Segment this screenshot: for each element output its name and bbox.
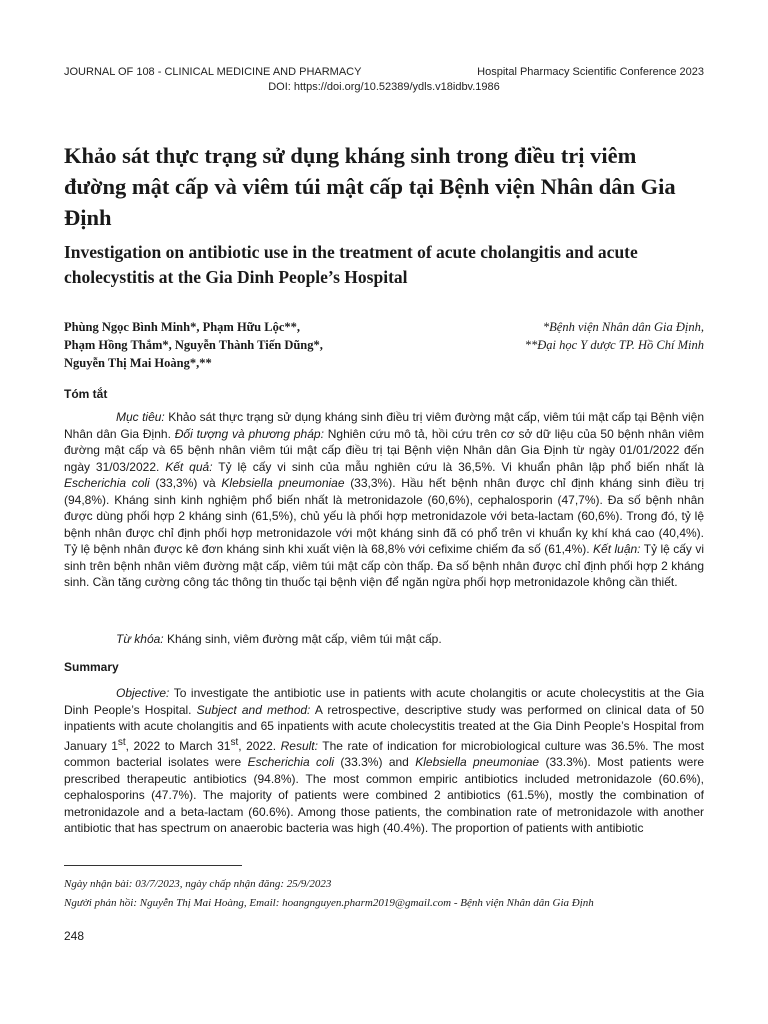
organism-name: Klebsiella pneumoniae — [415, 755, 540, 769]
objective-label: Objective: — [116, 686, 170, 700]
conclusion-text: Tỷ lệ cấy vi sinh trên bệnh nhân viêm đường mật cấp, viêm túi mật cấp còn thấp. Đa số bệnh nhân được chỉ định phối hợp 2 kháng sinh. Cần tăng cường công tác thông tin thuốc tại bệnh viện để ngăn ngừa phối hợp metronidazole không cần thiết. — [64, 542, 705, 589]
keywords-text: Kháng sinh, viêm đường mật cấp, viêm túi mật cấp. — [166, 632, 442, 646]
summary-body-english — [64, 685, 704, 837]
result-text: (33,3%). Hầu hết bệnh nhân được chỉ định kháng sinh điều trị (94,8%). Kháng sinh kinh nghiệm phổ biến nhất là metronidazole (60,6%), cephalosporin (47,7%). Đa số bệnh nhân được dùng phối hợp 2 kháng sinh (61,5%), chủ yếu là phối hợp metronidazole với beta-lactam (60,6%). Trong đó, tỷ lệ bệnh nhân được chỉ định phối hợp metronidazole với một kháng sinh đã có phổ trên vi khuẩn kỵ khí khá cao (40,4%). Tỷ lệ bệnh nhân được kê đơn kháng sinh khi xuất viện là 68,8% với cefixime chiếm đa số (61,4%). — [64, 476, 704, 556]
conference-name: Hospital Pharmacy Scientific Conference 2023 — [477, 66, 704, 78]
summary-heading-english: Summary — [64, 660, 119, 674]
method-label: Đối tượng và phương pháp: — [174, 426, 324, 441]
author-list — [64, 318, 404, 372]
doi-link[interactable]: DOI: https://doi.org/10.52389/ydls.v18idbv.1986 — [268, 81, 500, 93]
objective-text: To investigate the antibiotic use in patients with acute cholangitis or acute cholecystitis at the Gia Dinh People’s Hospital. — [64, 686, 704, 717]
article-title-english: Investigation on antibiotic use in the treatment of acute cholangitis and acute cholecystitis at the Gia Dinh People’s Hospital — [64, 242, 638, 287]
keywords-label: Từ khóa: — [116, 632, 164, 646]
result-text: (33,3%) và — [155, 476, 216, 490]
article-title-vietnamese: Khảo sát thực trạng sử dụng kháng sinh trong điều trị viêm đường mật cấp và viêm túi mật cấp tại Bệnh viện Nhân dân Gia Định — [64, 143, 676, 230]
footnote-dates: Ngày nhận bài: 03/7/2023, ngày chấp nhận đăng: 25/9/2023 — [64, 878, 332, 890]
result-text: The rate of indication for microbiological culture was 36.5%. The most common bacterial isolates were — [64, 738, 704, 769]
method-label: Subject and method: — [196, 702, 311, 717]
method-text: , 2022. — [238, 738, 277, 753]
ordinal-suffix: st — [230, 736, 239, 748]
footnote-divider — [64, 865, 242, 866]
result-label: Kết quả: — [165, 459, 213, 474]
organism-name: Klebsiella pneumoniae — [221, 476, 345, 490]
result-text: Tỷ lệ cấy vi sinh của mẫu nghiên cứu là 36,5%. Vi khuẩn phân lập phổ biến nhất là — [218, 459, 705, 474]
author-line: Nguyễn Thị Mai Hoàng*,** — [64, 356, 212, 370]
conclusion-label: Kết luận: — [593, 542, 641, 556]
keywords-vietnamese — [64, 631, 704, 648]
ordinal-suffix: st — [117, 736, 126, 748]
abstract-body-vietnamese — [64, 409, 704, 591]
result-label: Result: — [280, 738, 318, 753]
journal-name: JOURNAL OF 108 - CLINICAL MEDICINE AND PHARMACY — [64, 66, 362, 78]
author-line: Phạm Hồng Thắm*, Nguyễn Thành Tiến Dũng*, — [64, 338, 323, 352]
organism-name: Escherichia coli — [247, 755, 335, 769]
method-text: A retrospective, descriptive study was performed on clinical data of 50 inpatients with acute cholangitis and 65 inpatients with acute cholecystitis treated at the Gia Dinh People’s Hospital from January 1 — [64, 702, 704, 753]
method-text: Nghiên cứu mô tả, hồi cứu trên cơ sở dữ liệu của 50 bệnh nhân viêm đường mật cấp và 65 bệnh nhân viêm túi mật cấp điều trị tại Bệnh viện Nhân dân Gia Định từ ngày 01/01/2022 đến ngày 31/03/2022. — [64, 426, 704, 474]
objective-label: Mục tiêu: — [116, 410, 165, 424]
affiliation-line: *Bệnh viện Nhân dân Gia Định, — [542, 320, 704, 334]
author-line: Phùng Ngọc Bình Minh*, Phạm Hữu Lộc**, — [64, 320, 301, 334]
running-header — [64, 66, 704, 93]
objective-text: Khảo sát thực trạng sử dụng kháng sinh điều trị viêm đường mật cấp, viêm túi mật cấp tại Bệnh viện Nhân dân Gia Định. — [64, 410, 704, 441]
abstract-heading-vietnamese: Tóm tắt — [64, 387, 108, 401]
page-number: 248 — [64, 929, 85, 943]
method-text: , 2022 to March 31 — [125, 738, 231, 753]
affiliation-list — [404, 318, 704, 354]
organism-name: Escherichia coli — [64, 476, 150, 490]
result-text: (33.3%). Most patients were prescribed therapeutic antibiotics (94.8%). The most common empiric antibiotics included metronidazole (60.6%), cephalosporins (47.7%). The majority of patients were combined 2 antibiotics (61.5%), mostly the combination of metronidazole and a beta-lactam (60.6%). Among those patients, the combination rate of metronidazole with another antibiotic that has spectrum on anaerobic bacteria was high (40.4%). The proportion of patients with antibiotic — [64, 755, 704, 835]
affiliation-line: **Đại học Y dược TP. Hồ Chí Minh — [524, 338, 704, 352]
result-text: (33.3%) and — [340, 755, 409, 769]
footnote-reviewer: Người phản hồi: Nguyễn Thị Mai Hoàng, Email: hoangnguyen.pharm2019@gmail.com - Bệnh viện Nhân dân Gia Định — [64, 897, 594, 909]
